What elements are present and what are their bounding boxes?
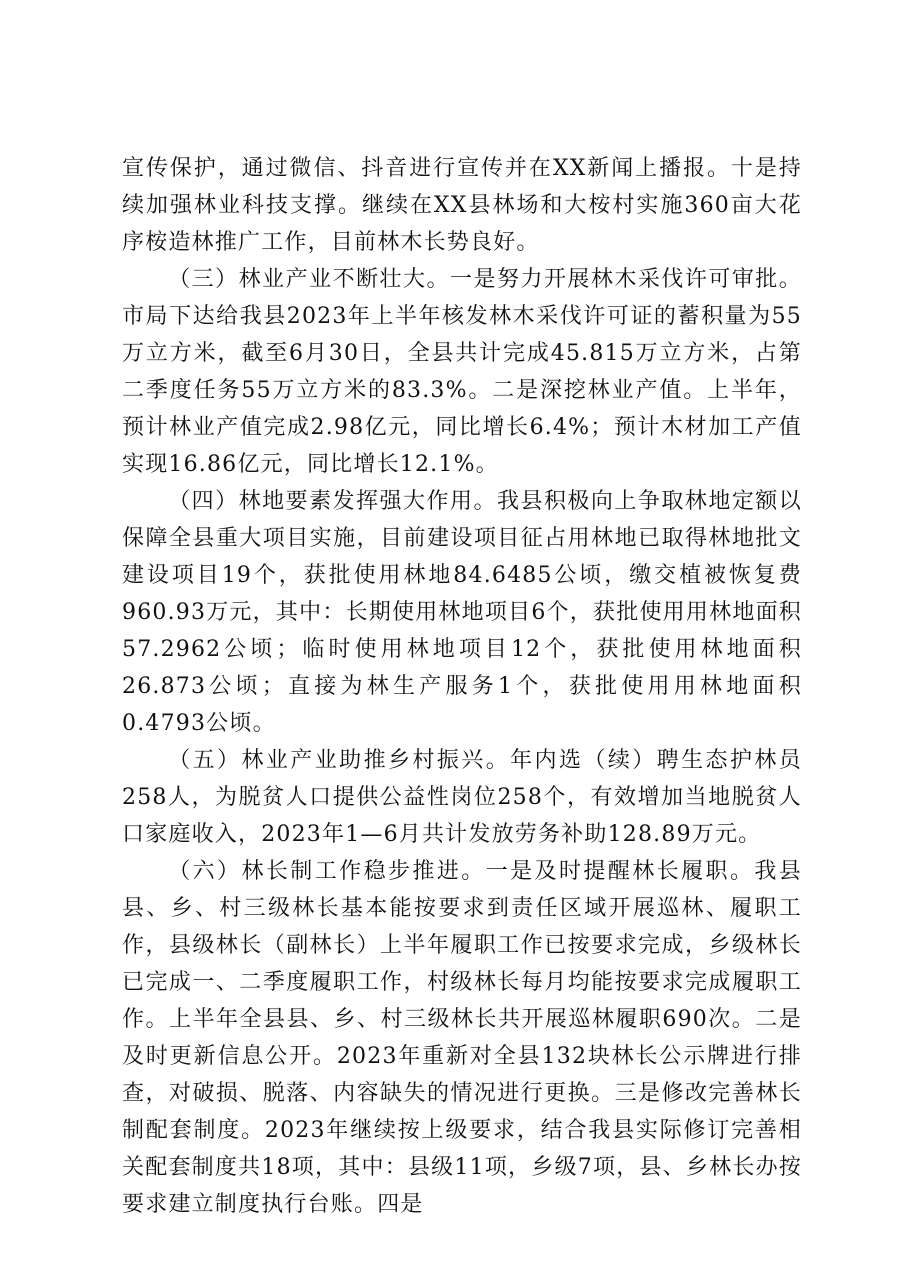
paragraph-forest-chief-system: （六）林长制工作稳步推进。一是及时提醒林长履职。我县县、乡、村三级林长基本能按要求到责任区域开展巡林、履职工作，县级林长（副林长）上半年履职工作已按要求完成，乡级林长已完成一、二季度履职工作，村级林长每月均能按要求完成履职工作。上半年全县县、乡、村三级林长共开展巡林履职690次。二是及时更新信息公开。2023年重新对全县132块林长公示牌进行排查，对破损、脱落、内容缺失的情况进行更换。三是修改完善林长制配套制度。2023年继续按上级要求，结合我县实际修订完善相关配套制度共18项，其中：县级11项，乡级7项，县、乡林长办按要求建立制度执行台账。四是 [122,859,802,1217]
paragraph-forest-land: （四）林地要素发挥强大作用。我县积极向上争取林地定额以保障全县重大项目实施，目前建设项目征占用林地已取得林地批文建设项目19个，获批使用林地84.6485公顷，缴交植被恢复费960.93万元，其中：长期使用林地项目6个，获批使用用林地面积57.2962公顷；临时使用林地项目12个，获批使用林地面积26.873公顷；直接为林生产服务1个，获批使用用林地面积0.4793公顷。 [122,489,802,736]
paragraph-forestry-industry: （三）林业产业不断壮大。一是努力开展林木采伐许可审批。市局下达给我县2023年上半年核发林木采伐许可证的蓄积量为55万立方米，截至6月30日，全县共计完成45.815万立方米，占第二季度任务55万立方米的83.3%。二是深挖林业产值。上半年，预计林业产值完成2.98亿元，同比增长6.4%；预计木材加工产值实现16.86亿元，同比增长12.1%。 [122,267,802,477]
paragraph-continuation: 宣传保护，通过微信、抖音进行宣传并在XX新闻上播报。十是持续加强林业科技支撑。继续在XX县林场和大桉村实施360亩大花序桉造林推广工作，目前林木长势良好。 [122,156,802,255]
paragraph-rural-revitalization: （五）林业产业助推乡村振兴。年内选（续）聘生态护林员258人，为脱贫人口提供公益性岗位258个，有效增加当地脱贫人口家庭收入，2023年1—6月共计发放劳务补助128.89万元。 [122,748,802,847]
document-body [122,150,802,1223]
